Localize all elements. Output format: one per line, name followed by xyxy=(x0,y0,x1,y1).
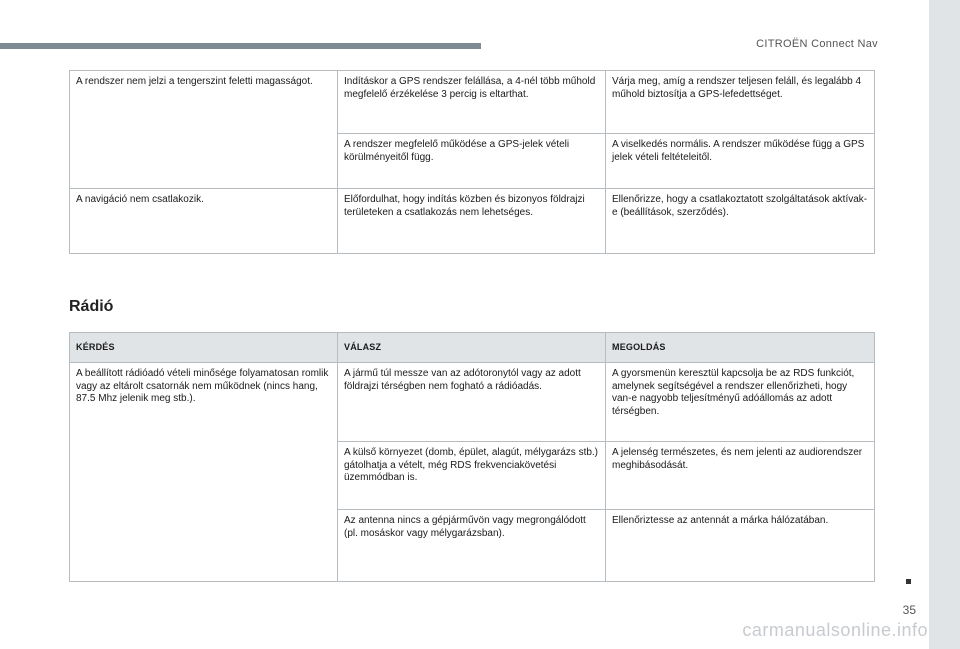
answer-cell: Az antenna nincs a gépjárművön vagy megrongálódott (pl. mosáskor vagy mélygarázsban). xyxy=(338,510,606,582)
question-cell: A rendszer nem jelzi a tengerszint feletti magasságot. xyxy=(70,71,338,189)
answer-cell: Indításkor a GPS rendszer felállása, a 4-nél több műhold megfelelő érzékelése 3 percig is eltarthat. xyxy=(338,71,606,134)
table-row xyxy=(70,363,875,442)
side-strip xyxy=(929,0,960,649)
table-row xyxy=(70,189,875,254)
solution-cell: A viselkedés normális. A rendszer működése függ a GPS jelek vételi feltételeitől. xyxy=(606,134,875,189)
solution-cell: Ellenőriztesse az antennát a márka hálózatában. xyxy=(606,510,875,582)
answer-cell: A külső környezet (domb, épület, alagút, mélygarázs stb.) gátolhatja a vételt, még RDS frekvenciakövetési üzemmódban is. xyxy=(338,442,606,510)
solution-cell: A jelenség természetes, és nem jelenti az audiorendszer meghibásodását. xyxy=(606,442,875,510)
answer-cell: A rendszer megfelelő működése a GPS-jelek vételi körülményeitől függ. xyxy=(338,134,606,189)
solution-cell: Ellenőrizze, hogy a csatlakoztatott szolgáltatások aktívak-e (beállítások, szerződés). xyxy=(606,189,875,254)
question-cell: A beállított rádióadó vételi minősége folyamatosan romlik vagy az eltárolt csatornák nem működnek (nincs hang, 87.5 Mhz jelenik meg stb.). xyxy=(70,363,338,582)
table-row xyxy=(70,71,875,134)
header-question: KÉRDÉS xyxy=(70,333,338,363)
header-solution: MEGOLDÁS xyxy=(606,333,875,363)
answer-cell: A jármű túl messze van az adótoronytól vagy az adott földrajzi térségben nem fogható a rádióadás. xyxy=(338,363,606,442)
solution-cell: A gyorsmenün keresztül kapcsolja be az RDS funkciót, amelynek segítségével a rendszer ellenőrizheti, hogy van-e nagyobb teljesítményű adóállomás az adott térségben. xyxy=(606,363,875,442)
table-header-row xyxy=(70,333,875,363)
solution-cell: Várja meg, amíg a rendszer teljesen feláll, és legalább 4 műhold biztosítja a GPS-lefedettséget. xyxy=(606,71,875,134)
page-number: 35 xyxy=(902,603,916,617)
header-bar xyxy=(0,43,481,49)
answer-cell: Előfordulhat, hogy indítás közben és bizonyos földrajzi területeken a csatlakozás nem lehetséges. xyxy=(338,189,606,254)
header-title: CITROËN Connect Nav xyxy=(756,38,878,50)
question-cell: A navigáció nem csatlakozik. xyxy=(70,189,338,254)
page-marker xyxy=(906,579,911,584)
radio-table xyxy=(69,332,875,582)
gps-table xyxy=(69,70,875,254)
section-title: Rádió xyxy=(69,298,114,315)
watermark: carmanualsonline.info xyxy=(742,620,928,640)
header-answer: VÁLASZ xyxy=(338,333,606,363)
